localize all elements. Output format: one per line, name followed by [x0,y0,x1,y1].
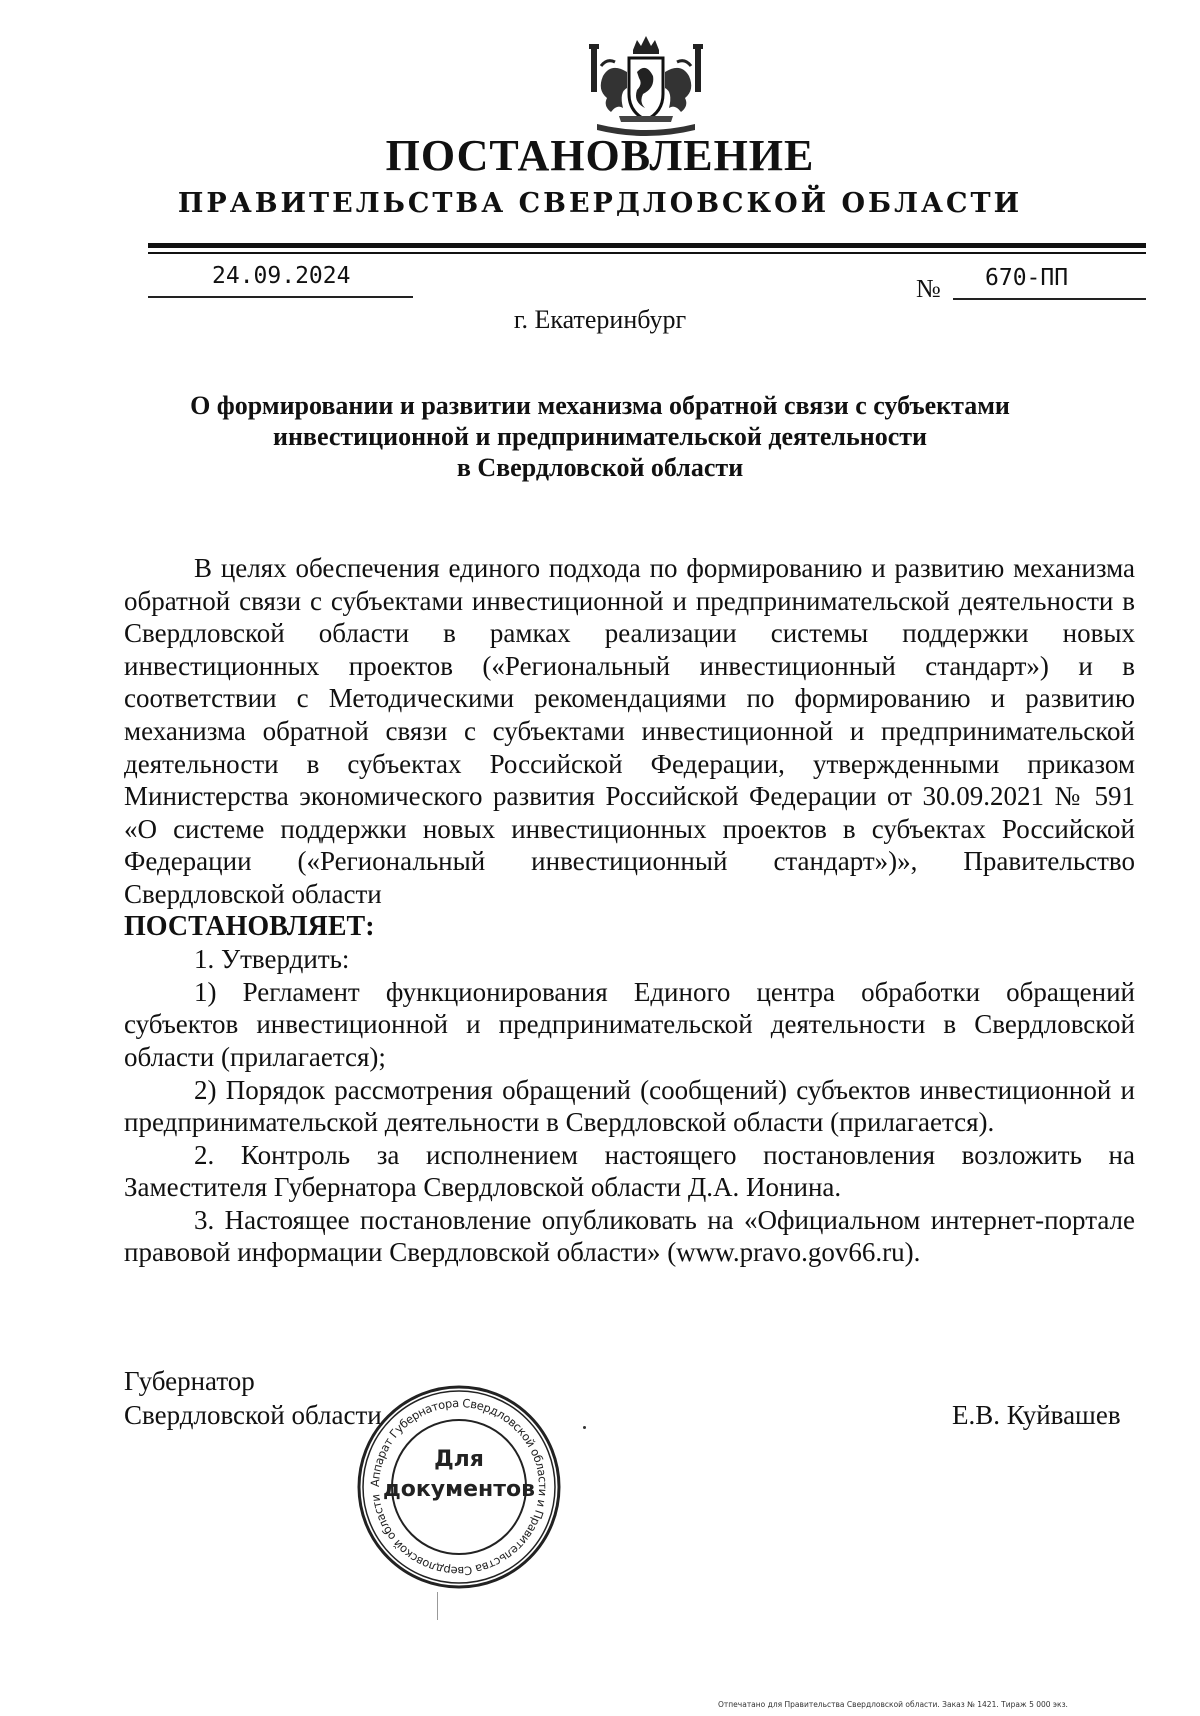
number-sign: № [916,274,941,303]
signatory-position-line: Губернатор [124,1366,255,1396]
signatory-position-line: Свердловской области [124,1400,382,1430]
date-underline [148,296,413,298]
document-subject [130,390,1070,483]
decree-item: 2. Контроль за исполнением настоящего постановления возложить на Заместителя Губернатора Свердловской области Д.А. Ионина. [124,1139,1135,1203]
decree-item: 1. Утвердить: [194,944,350,975]
document-number: 670-ПП [985,265,1069,291]
number-underline [953,298,1146,300]
subject-line: О формировании и развитии механизма обратной связи с субъектами [190,391,1010,420]
document-body [124,552,1135,1269]
decree-item: 2) Порядок рассмотрения обращений (сообщений) субъектов инвестиционной и предпринимательской деятельности в Свердловской области (прилагается). [124,1074,1135,1138]
decree-item: 1) Регламент функционирования Единого центра обработки обращений субъектов инвестиционной и предпринимательской деятельности в Свердловской области (прилагается); [124,976,1135,1072]
scan-speck [583,1426,586,1429]
document-date: 24.09.2024 [212,263,351,289]
header-rule-thin [148,252,1146,254]
decree-item: 3. Настоящее постановление опубликовать на «Официальном интернет-портале правовой информации Свердловской области» (www.pravo.gov66.ru). [124,1204,1135,1268]
scan-mark [437,1592,438,1620]
stamp-center-text: документов [382,1477,536,1502]
decree-heading: ПОСТАНОВЛЯЕТ: [124,910,375,942]
document-title: ПОСТАНОВЛЕНИЕ [385,131,815,180]
signatory-name: Е.В. Куйвашев [952,1400,1121,1430]
stamp-center-text: Для [434,1447,484,1472]
document-city: г. Екатеринбург [513,305,687,334]
signatory-position [124,1364,382,1432]
coat-of-arms-icon [583,32,709,144]
document-issuer: ПРАВИТЕЛЬСТВА СВЕРДЛОВСКОЙ ОБЛАСТИ [177,188,1023,219]
subject-line: инвестиционной и предпринимательской деятельности [272,422,928,451]
official-stamp [355,1383,563,1591]
header-rule-thick [148,243,1146,248]
subject-line: в Свердловской области [456,453,744,482]
preamble-paragraph: В целях обеспечения единого подхода по формированию и развитию механизма обратной связи с субъектами инвестиционной и предпринимательской деятельности в Свердловской области в рамках реализации системы поддержки новых инвестиционных проектов («Региональный инвестиционный стандарт») и в соответствии с Методическими рекомендациями по формированию и развитию механизма обратной связи с субъектами инвестиционной и предпринимательской деятельности в субъектах Российской Федерации, утвержденными приказом Министерства экономического развития Российской Федерации от 30.09.2021 № 591 «О системе поддержки новых инвестиционных проектов в субъектах Российской Федерации («Региональный инвестиционный стандарт»)», Правительство Свердловской области [124,553,1135,909]
print-footer: Отпечатано для Правительства Свердловской области. Заказ № 1421. Тираж 5 000 экз. [718,1700,1068,1709]
stamp-ring-text: Аппарат Губернатора Свердловской области и Правительства Свердловской области [367,1395,551,1579]
